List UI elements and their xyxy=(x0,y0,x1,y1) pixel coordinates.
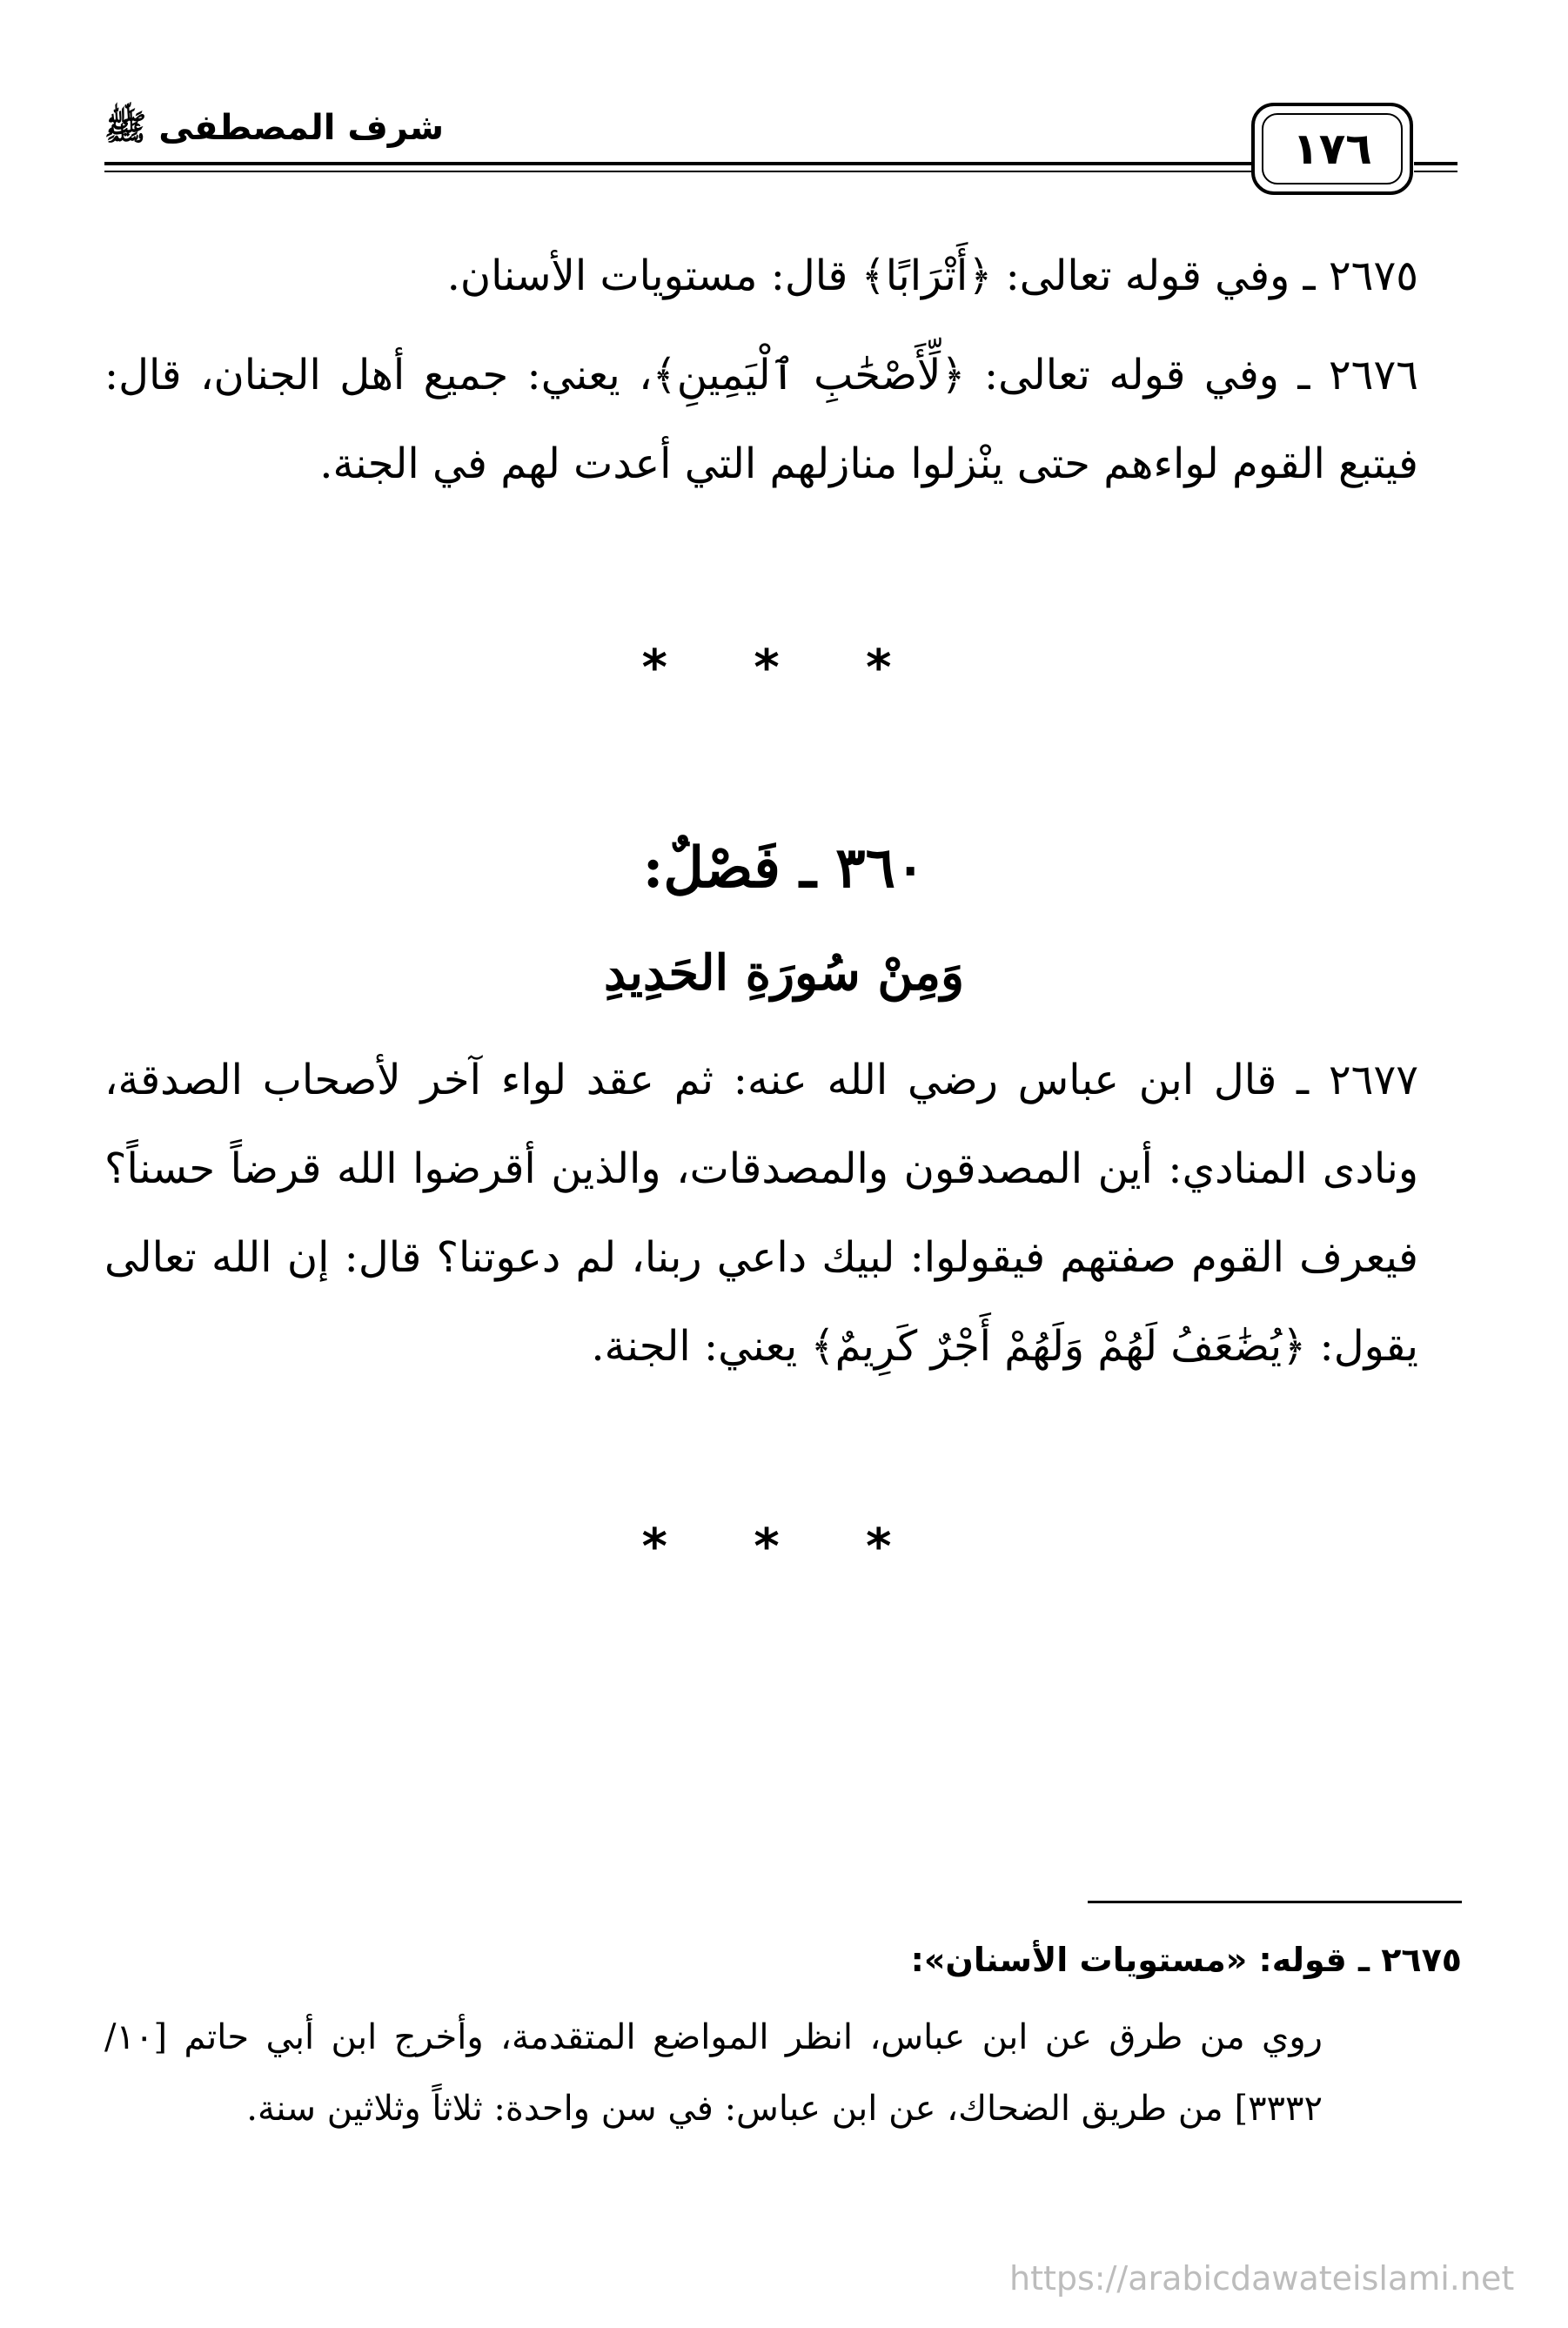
paragraph-2676: ٢٦٧٦ ـ وفي قوله تعالى: ﴿لِّأَصْحَٰبِ ٱلْيَمِينِ﴾، يعني: جميع أهل الجنان، قال: فيتبع القوم لواءهم حتى ينْزلوا منازلهم التي أعدت لهم في الجنة. xyxy=(104,351,1418,488)
header-rule-right-thin xyxy=(1414,171,1457,172)
paragraph-2675: ٢٦٧٥ ـ وفي قوله تعالى: ﴿أَتْرَابًا﴾ قال: مستويات الأسنان. xyxy=(446,252,1418,300)
page-header xyxy=(104,96,1457,200)
section-subtitle: وَمِنْ سُورَةِ الحَدِيدِ xyxy=(603,944,965,1002)
footnote-heading: ٢٦٧٥ ـ قوله: «مستويات الأسنان»: xyxy=(910,1941,1462,1979)
paragraph-2677: ٢٦٧٧ ـ قال ابن عباس رضي الله عنه: ثم عقد لواء آخر لأصحاب الصدقة، ونادى المنادي: أين المصدقون والمصدقات، والذين أقرضوا الله قرضاً حسناً؟ فيعرف القوم صفتهم فيقولوا: لبيك داعي ربنا، لم دعوتنا؟ قال: إن الله تعالى يقول: ﴿يُضَٰعَفُ لَهُمْ وَلَهُمْ أَجْرٌ كَرِيمٌ﴾ يعني: الجنة. xyxy=(104,1056,1419,1371)
section-separator: * * * xyxy=(641,640,927,696)
header-rule xyxy=(104,162,1253,165)
page-number-frame xyxy=(1251,103,1413,195)
section-separator-2: * * * xyxy=(641,1519,927,1575)
watermark-url: https://arabicdawateislami.net xyxy=(1009,2259,1515,2298)
running-title: شرف المصطفى ﷺ xyxy=(104,108,445,148)
header-rule-thin xyxy=(104,171,1253,172)
footnote-rule xyxy=(1088,1901,1462,1903)
footnote-body: روي من طرق عن ابن عباس، انظر المواضع المتقدمة، وأخرج ابن أبي حاتم [١٠/ ٣٣٣٢] من طريق الضحاك، عن ابن عباس: في سن واحدة: ثلاثاً وثلاثين سنة. xyxy=(104,2017,1323,2129)
section-title: ٣٦٠ ـ فَصْلٌ: xyxy=(642,835,926,901)
page-number: ١٧٦ xyxy=(1262,113,1403,184)
header-rule-right xyxy=(1414,162,1457,165)
